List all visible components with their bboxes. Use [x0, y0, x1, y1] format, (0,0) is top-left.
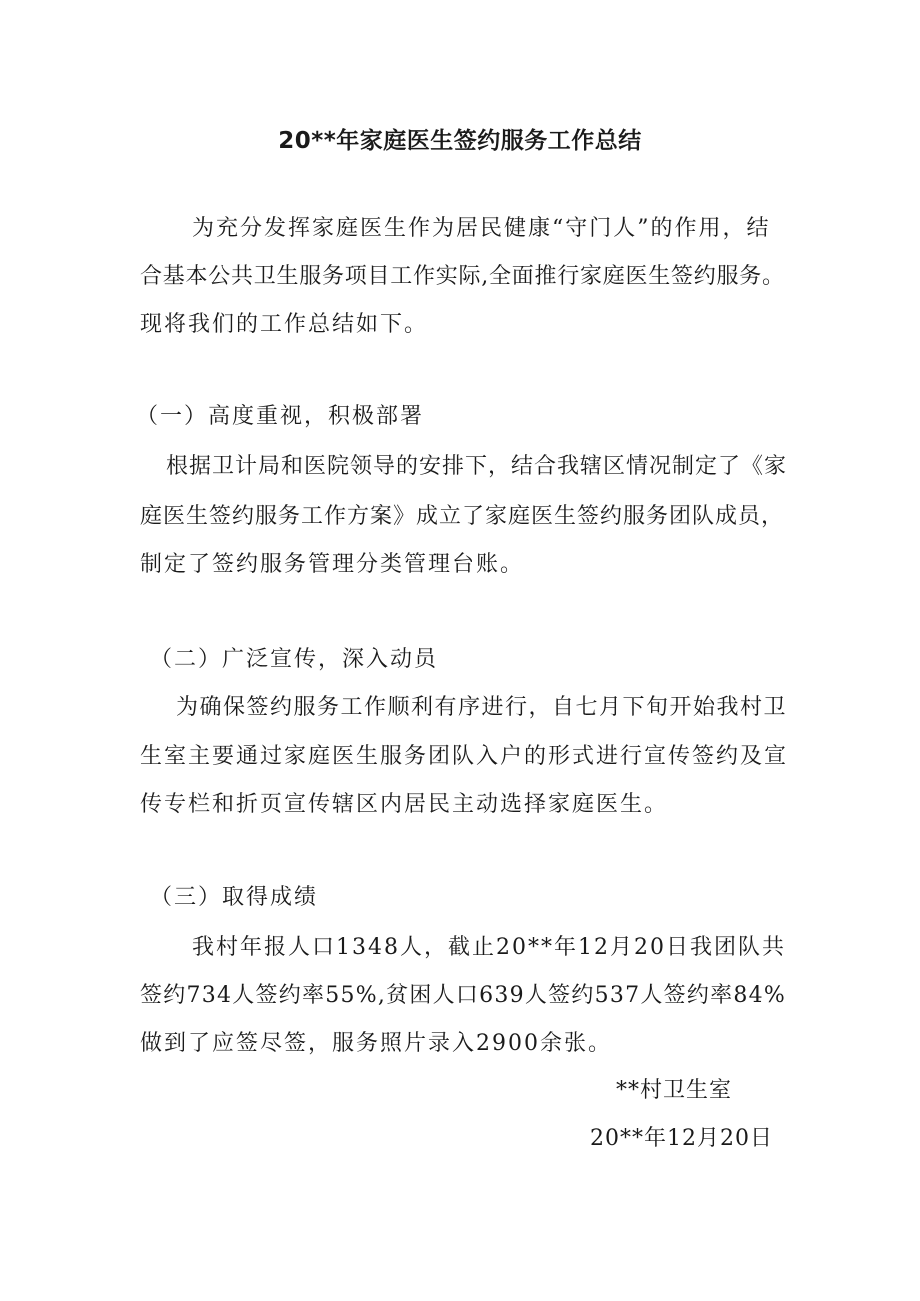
section-1-line-2: 庭医生签约服务工作方案》成立了家庭医生签约服务团队成员，: [140, 504, 785, 529]
section-2-line-3: 传专栏和折页宣传辖区内居民主动选择家庭医生。: [140, 792, 669, 817]
section-3-line-3: 做到了应签尽签，服务照片录入2900余张。: [140, 1031, 612, 1056]
section-3-line-2: 签约734人签约率55%,贫困人口639人签约537人签约率84%: [140, 983, 787, 1008]
intro-line-3: 现将我们的工作总结如下。: [140, 312, 429, 337]
intro-line-2: 合基本公共卫生服务项目工作实际,全面推行家庭医生签约服务。: [140, 264, 785, 289]
section-3-line-1: 我村年报人口1348人，截止20**年12月20日我团队共: [192, 935, 786, 960]
section-1-line-3: 制定了签约服务管理分类管理台账。: [140, 552, 525, 577]
section-1-line-1: 根据卫计局和医院领导的安排下，结合我辖区情况制定了《家: [166, 454, 788, 479]
section-2-line-2: 生室主要通过家庭医生服务团队入户的形式进行宣传签约及宣: [140, 744, 789, 769]
signature-date: 20**年12月20日: [590, 1126, 773, 1151]
section-1-heading: （一）高度重视，积极部署: [136, 404, 425, 429]
document-title: 20**年家庭医生签约服务工作总结: [278, 128, 642, 154]
intro-line-1: 为充分发挥家庭医生作为居民健康“守门人”的作用，结: [192, 216, 771, 241]
section-3-heading: （三）取得成绩: [150, 885, 319, 910]
section-2-heading: （二）广泛宣传，深入动员: [150, 647, 439, 672]
section-2-line-1: 为确保签约服务工作顺利有序进行，自七月下旬开始我村卫: [176, 695, 788, 720]
signature-organization: **村卫生室: [616, 1078, 733, 1103]
